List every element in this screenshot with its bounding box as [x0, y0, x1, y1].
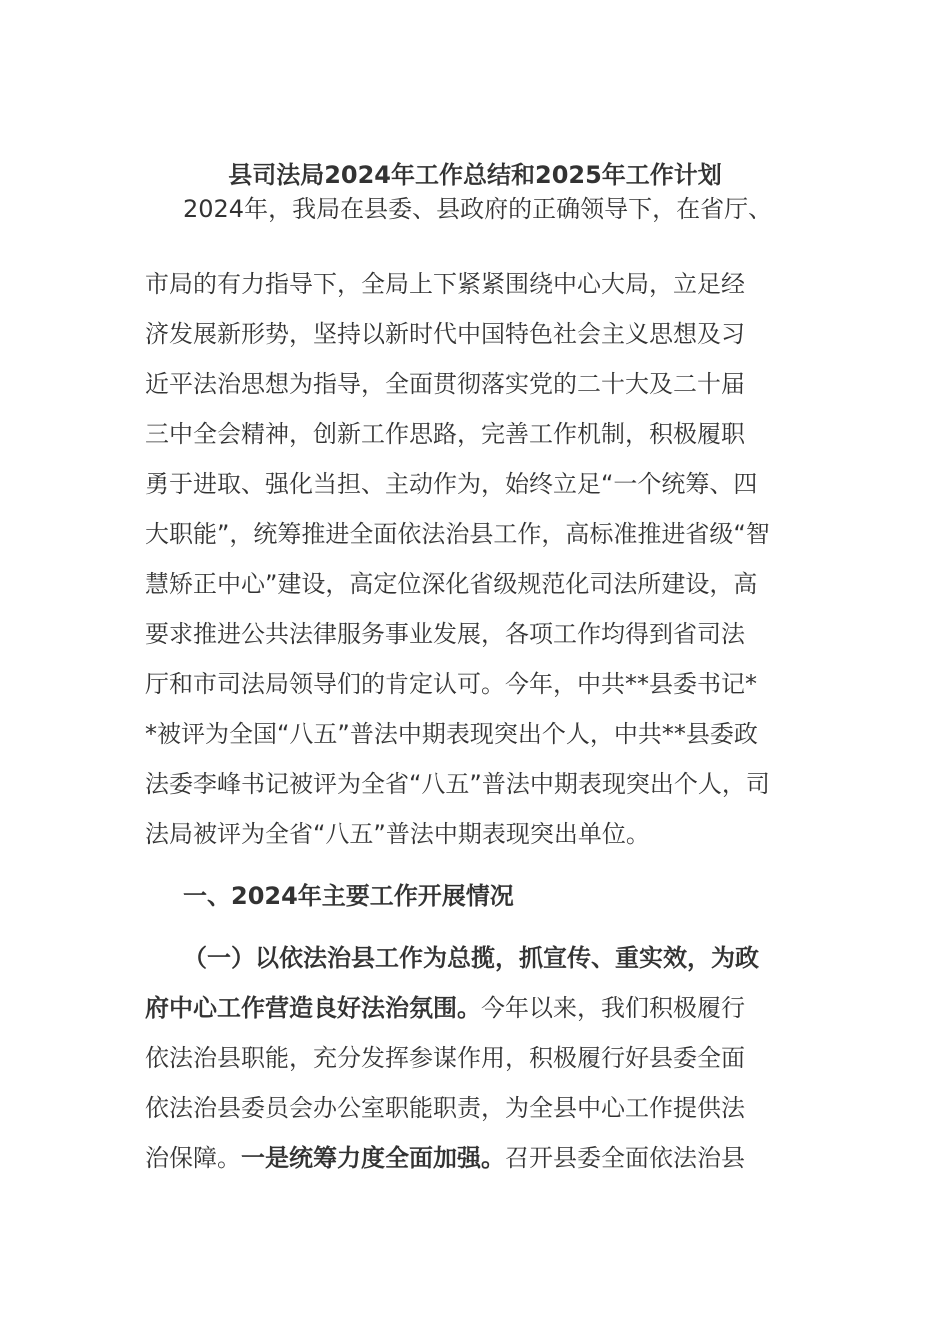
point-heading: 一是统筹力度全面加强。: [241, 1144, 505, 1172]
paragraph-line: [145, 1141, 845, 1175]
paragraph-text: 今年以来，我们积极履行: [481, 994, 745, 1022]
intro-line: 慧矫正中心”建设，高定位深化省级规范化司法所建设，高: [145, 570, 758, 598]
intro-line: 法委李峰书记被评为全省“八五”普法中期表现突出个人，司: [145, 770, 770, 798]
intro-line: 济发展新形势，坚持以新时代中国特色社会主义思想及习: [145, 320, 745, 348]
intro-line: 三中全会精神，创新工作思路，完善工作机制，积极履职: [145, 420, 745, 448]
subsection-heading: （一）以依法治县工作为总揽，抓宣传、重实效，为政: [183, 944, 759, 972]
intro-line: 市局的有力指导下，全局上下紧紧围绕中心大局，立足经: [145, 270, 745, 298]
section-heading: 一、2024年主要工作开展情况: [183, 882, 514, 910]
intro-line: 2024年，我局在县委、县政府的正确领导下，在省厅、: [183, 195, 773, 223]
paragraph-text: 治保障。: [145, 1144, 241, 1172]
intro-line: 近平法治思想为指导，全面贯彻落实党的二十大及二十届: [145, 370, 745, 398]
document-title: 县司法局2024年工作总结和2025年工作计划: [228, 161, 722, 189]
paragraph-line: [145, 991, 845, 1025]
paragraph-line: 依法治县职能，充分发挥参谋作用，积极履行好县委全面: [145, 1044, 745, 1072]
intro-line: 大职能”，统筹推进全面依法治县工作，高标准推进省级“智: [145, 520, 770, 548]
intro-line: 法局被评为全省“八五”普法中期表现突出单位。: [145, 820, 650, 848]
intro-line: 勇于进取、强化当担、主动作为，始终立足“一个统筹、四: [145, 470, 758, 498]
intro-line: *被评为全国“八五”普法中期表现突出个人，中共**县委政: [145, 720, 758, 748]
subsection-heading-cont: 府中心工作营造良好法治氛围。: [145, 994, 481, 1022]
intro-line: 厅和市司法局领导们的肯定认可。今年，中共**县委书记*: [145, 670, 757, 698]
paragraph-line: 依法治县委员会办公室职能职责，为全县中心工作提供法: [145, 1094, 745, 1122]
paragraph-text: 召开县委全面依法治县: [505, 1144, 745, 1172]
intro-line: 要求推进公共法律服务事业发展，各项工作均得到省司法: [145, 620, 745, 648]
